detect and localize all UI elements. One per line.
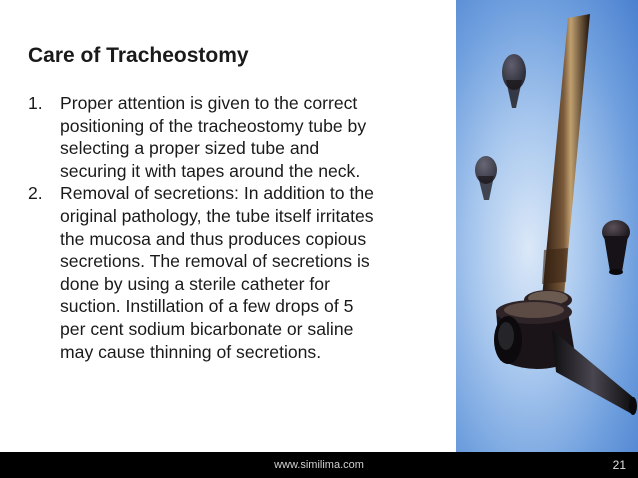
list-line: original pathology, the tube itself irritates (60, 205, 374, 226)
slide-number: 21 (612, 458, 626, 472)
list-line: Removal of secretions: In addition to the (60, 183, 374, 204)
list-line: may cause thinning of secretions. (60, 341, 322, 362)
list-line: suction. Instillation of a few drops of 5 (60, 296, 354, 317)
list-line: selecting a proper sized tube and (60, 138, 320, 159)
list-line: done by using a sterile catheter for (60, 273, 330, 294)
list-line: Proper attention is given to the correct (60, 93, 358, 113)
list-item (28, 92, 448, 182)
list-number: 1. (28, 93, 43, 113)
list-line: positioning of the tracheostomy tube by (60, 115, 367, 136)
otoscope-photo (456, 0, 638, 452)
list-line: securing it with tapes around the neck. (60, 160, 361, 181)
otoscope-illustration (456, 0, 638, 452)
list-item (28, 182, 448, 363)
list-line: the mucosa and thus produces copious (60, 228, 367, 249)
numbered-list (28, 92, 448, 363)
footer-url[interactable]: www.similima.com (274, 459, 364, 471)
footer-bar (0, 452, 638, 478)
list-number: 2. (28, 183, 43, 204)
list-line: secretions. The removal of secretions is (60, 251, 370, 272)
list-line: per cent sodium bicarbonate or saline (60, 318, 354, 339)
slide-title: Care of Tracheostomy (28, 44, 249, 67)
